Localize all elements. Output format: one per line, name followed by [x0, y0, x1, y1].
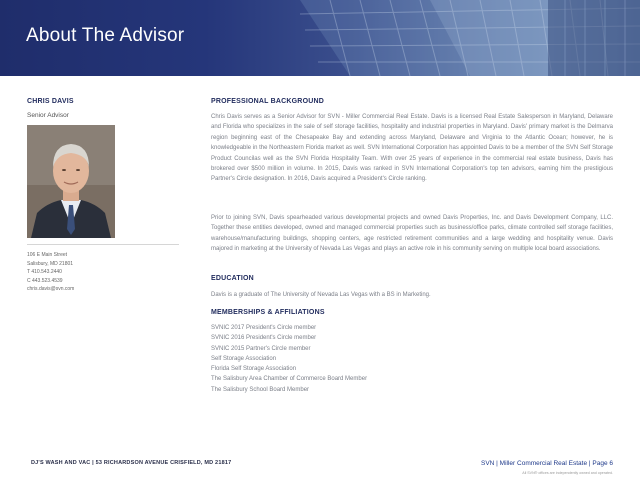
- education-heading: EDUCATION: [211, 275, 254, 282]
- contact-phone: T 410.543.2440: [27, 269, 62, 276]
- contact-address-line: 106 E Main Street: [27, 252, 68, 258]
- page-title: About The Advisor: [26, 25, 185, 46]
- professional-background-heading: PROFESSIONAL BACKGROUND: [211, 98, 324, 105]
- membership-item: SVNIC 2017 President's Circle member: [211, 325, 317, 331]
- membership-item: Florida Self Storage Association: [211, 366, 297, 373]
- membership-item: The Salisbury School Board Member: [211, 386, 310, 393]
- membership-item: Self Storage Association: [211, 355, 277, 362]
- contact-city-line: Salisbury, MD 21801: [27, 260, 74, 267]
- contact-cell: C 443.523.4539: [27, 277, 63, 284]
- contact-block: [27, 251, 177, 294]
- header-banner: [0, 0, 640, 76]
- contact-divider: [27, 244, 179, 245]
- footer-property-address: DJ'S WASH AND VAC | 53 RICHARDSON AVENUE CRISFIELD, MD 21817: [31, 460, 232, 466]
- education-text: Davis is a graduate of The University of Nevada Las Vegas with a BS in Marketing.: [211, 292, 431, 298]
- footer-disclaimer: All SVN® offices are independently owned and operated.: [522, 471, 613, 475]
- membership-item: SVNIC 2015 Partner's Circle member: [211, 345, 311, 352]
- advisor-photo: [27, 125, 115, 238]
- memberships-list: [211, 323, 613, 395]
- advisor-role: Senior Advisor: [27, 112, 69, 119]
- memberships-heading: MEMBERSHIPS & AFFILIATIONS: [211, 309, 325, 316]
- footer-brand-page: SVN | Miller Commercial Real Estate | Page 6: [481, 460, 613, 467]
- membership-item: SVNIC 2016 President's Circle member: [211, 335, 317, 342]
- contact-email: chris.davis@svn.com: [27, 286, 75, 293]
- advisor-name: CHRIS DAVIS: [27, 98, 74, 105]
- membership-item: The Salisbury Area Chamber of Commerce Board Member: [211, 376, 368, 383]
- professional-background-paragraph-1: Chris Davis serves as a Senior Advisor for SVN - Miller Commercial Real Estate. Davis is a licensed Real Estate Salesperson in Maryland, Delaware and Florida who specializes in the sale of self storage facilities, hospitality and industrial properties in Maryland. Davis' primary market is the Delmarva region beginning east of the Chesapeake Bay and extending across Maryland, Delaware and Virginia to the Atlantic Ocean; however, he is knowledgeable in the Northeastern Florida market as well. SVN International Corporation has appointed Davis to be a member of the SVN Self Storage Product Councilas well as the SVN Florida Hospitality Team. With over 25 years of experience in the commercial real estate business, Davis has brokered over $500 million in volume. In 2015, Davis was ranked in SVN International Corporation's top ten advisors, earning him the prestigious Partner's Circle designation. In 2016, Davis acquired a President's Circle ranking.: [211, 114, 613, 183]
- professional-background-paragraph-2: Prior to joining SVN, Davis spearheaded various developmental projects and owned Davis Properties, Inc. and Davis Development Company, LLC. Together these entities developed, owned and managed commercial properties such as business/office parks, climate controlled self storage facilities, warehouse/manufacturing buildings, shopping centers, age restricted retirement communities and a large wedding and hospitality venue. Davis majored in marketing at the University of Nevada Las Vegas and plays an active role in his community serving on multiple local board associations.: [211, 215, 613, 253]
